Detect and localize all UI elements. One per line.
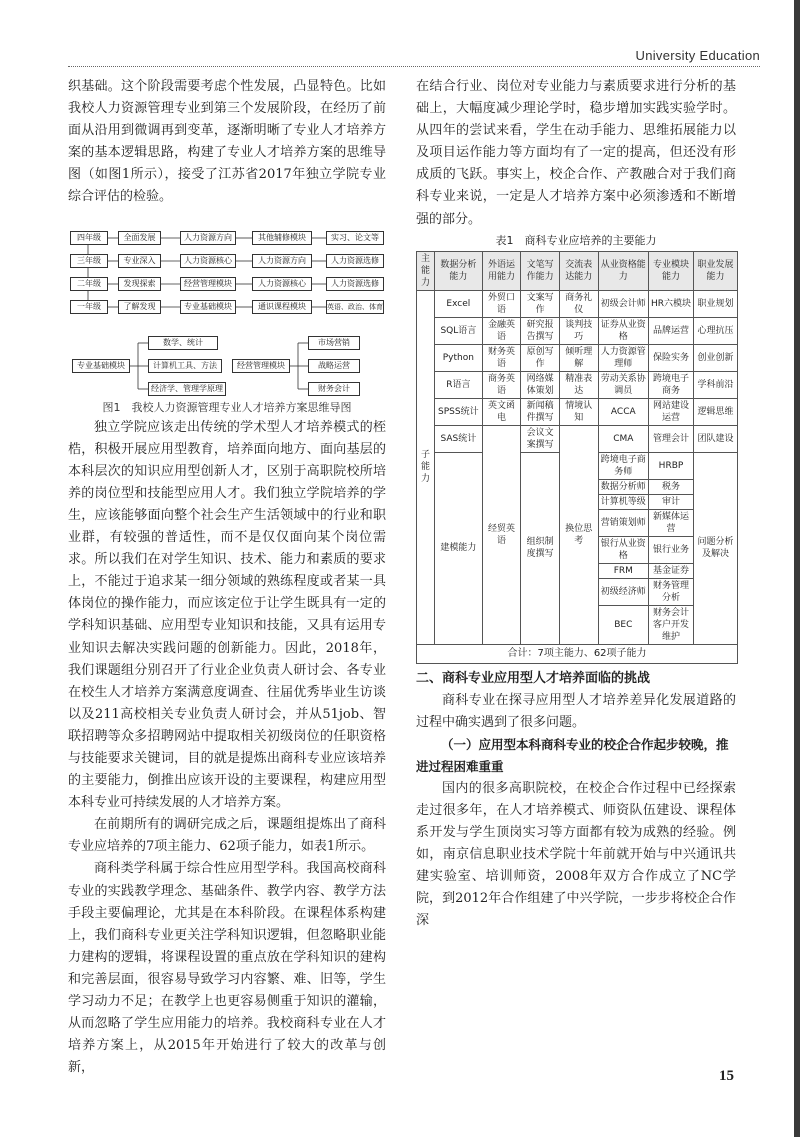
section-title: 二、商科专业应用型人才培养面临的挑战 [416, 670, 651, 686]
table-cell: SPSS统计 [435, 398, 483, 425]
table-cell: 跨境电子商务 [648, 371, 693, 398]
paragraph: 在前期所有的调研完成之后，课题组提炼出了商科专业应培养的7项主能力、62项子能力，如表1所示。 [68, 817, 386, 855]
table-cell: 英文函电 [482, 398, 521, 425]
table-cell: Python [435, 344, 483, 371]
sub-ability-label: 子能力 [417, 290, 435, 644]
abilities-table [416, 251, 738, 664]
table-cell: 精准表达 [559, 371, 598, 398]
table-cell: 逻辑思维 [694, 398, 738, 425]
tree-child-box: 经济学、管理学原理 [148, 382, 226, 396]
table-cell: 学科前沿 [694, 371, 738, 398]
level-box: 三年级 [70, 254, 108, 268]
table-cell: SQL语言 [435, 317, 483, 344]
module-box: 人力资源核心 [252, 277, 312, 291]
table-cell: 税务 [648, 479, 693, 494]
table-cell: HRBP [648, 452, 693, 479]
tree-root-box: 经营管理模块 [232, 359, 290, 373]
table-cell: 初级经济师 [598, 578, 648, 605]
table-cell: 团队建设 [694, 425, 738, 452]
module-box: 人力资源方向 [180, 231, 236, 245]
table-cell: BEC [598, 605, 648, 644]
table-cell: 经贸英语 [482, 425, 521, 644]
figure-caption: 图1 我校人力资源管理专业人才培养方案思维导图 [102, 400, 352, 414]
table-cell: 外贸口语 [482, 290, 521, 317]
table-cell: 新闻稿件撰写 [521, 398, 560, 425]
journal-title: University Education [635, 48, 760, 63]
table-cell: 营销策划师 [598, 509, 648, 536]
paragraph: 织基础。这个阶段需要考虑个性发展，凸显特色。比如我校人力资源管理专业到第三个发展阶段，在经历了前面从沿用到微调再到变革，逐渐明晰了专业人才培养方案的基本逻辑思路，构建了专业人才培养方案的思维导图（如图1所示），接受了江苏省2017年独立学院专业综合评估的检验。 [68, 79, 386, 205]
table-cell: 管理会计 [648, 425, 693, 452]
table-cell: 人力资源管理师 [598, 344, 648, 371]
paragraph: 商科类学科属于综合性应用型学科。我国高校商科专业的实践教学理念、基础条件、教学内容、教学方法手段主要偏理论，尤其是在本科阶段。在课程体系构建上，我们商科专业更关注学科知识逻辑，但忽略职业能力建构的逻辑，将课程设置的重点放在学科知识的建构和完善层面，很容易导致学习内容繁、难、旧等，学生学习动力不足；在教学上也更容易侧重于知识的灌输，从而忽略了学生应用能力的培养。我校商科专业在人才培养方案上，从2015年开始进行了较大的改革与创新， [68, 861, 386, 1076]
table-cell: 商务英语 [482, 371, 521, 398]
module-box: 发现探索 [118, 277, 161, 291]
cell-line: 客户开发维护 [652, 619, 689, 642]
table-cell: 劳动关系协调员 [598, 371, 648, 398]
module-box: 专业深入 [118, 254, 161, 268]
module-box: 通识课程模块 [252, 300, 312, 314]
level-box: 二年级 [70, 277, 108, 291]
column-header: 从业资格能力 [598, 251, 648, 290]
tree-child-box: 数学、统计 [148, 336, 218, 350]
tree-child-box: 财务会计 [308, 382, 360, 396]
table-cell: R语言 [435, 371, 483, 398]
table-cell: 倾听理解 [559, 344, 598, 371]
table-cell: HR六模块 [648, 290, 693, 317]
paragraph: 国内的很多高职院校，在校企合作过程中已经探索走过很多年，在人才培养模式、师资队伍建设、课程体系开发与学生顶岗实习等方面都有较为成熟的经验。例如，南京信息职业技术学院十年前就开始与中兴通讯共建实验室、培训师资，2008年双方合作成立了NC学院，到2012年合作组建了中兴学院，一步步将校企合作深 [416, 780, 736, 929]
table-header-row [417, 251, 738, 290]
subsection-title-cont: 进过程困难重重 [416, 758, 504, 774]
module-box: 了解发现 [118, 300, 161, 314]
table-cell: 建模能力 [435, 452, 483, 644]
table-cell: 基金证券 [648, 563, 693, 578]
table-cell: 审计 [648, 494, 693, 509]
subsection-title: （一）应用型本科商科专业的校企合作起步较晚，推 [441, 736, 729, 752]
figure-mindmap [68, 215, 386, 397]
table-cell [648, 605, 693, 644]
paragraph: 在结合行业、岗位对专业能力与素质要求进行分析的基础上，大幅度减少理论学时，稳步增加实践实验学时。从四年的尝试来看，学生在动手能力、思维拓展能力以及项目运作能力等方面均有了一定的提高，但还没有形成质的飞跃。事实上，校企合作、产教融合对于我们商科专业来说，一定是人才培养方案中必须渗透和不断增强的部分。 [416, 79, 736, 227]
module-box: 经营管理模块 [180, 277, 236, 291]
table-cell: 心理抗压 [694, 317, 738, 344]
table-caption: 表1 商科专业应培养的主要能力 [495, 233, 657, 247]
table-cell: FRM [598, 563, 648, 578]
table-cell: 原创写作 [521, 344, 560, 371]
table-cell: 职业规划 [694, 290, 738, 317]
table-cell: 证券从业资格 [598, 317, 648, 344]
module-box: 人力资源核心 [180, 254, 236, 268]
column-header: 文笔写作能力 [521, 251, 560, 290]
page-number: 15 [719, 1068, 734, 1084]
left-column [68, 76, 386, 1079]
table-cell: 研究报告撰写 [521, 317, 560, 344]
level-box: 一年级 [70, 300, 108, 314]
module-box: 人力资源选修 [326, 277, 384, 291]
table-row [417, 317, 738, 344]
right-column [416, 76, 736, 933]
table-cell: 品牌运营 [648, 317, 693, 344]
paragraph: 独立学院应该走出传统的学术型人才培养模式的桎梏，积极开展应用型教育，培养面向地方、面向基层的本科层次的知识应用型创新人才，区别于高职院校所培养的岗位型和技能型应用人才。我们独立学院培养的学生，应该能够面向整个社会生产生活领域中的行业和职业群，有较强的普适性，而不是仅仅面向某个岗位需求。所以我们在对学生知识、技术、能力和素质的要求上，不能过于追求某一细分领域的熟练程度或者某一具体岗位的操作能力，而应该定位于让学生既具有一定的学科知识基础、应用型专业知识和技能，又具有运用专业知识去解决实践问题的创新能力。因此，2018年，我们课题组分别召开了行业企业负责人研讨会、各专业在校生人才培养方案满意度调查、往届优秀毕业生访谈以及211高校相关专业负责人研讨会，并从51job、智联招聘等众多招聘网站中提取相关初级岗位的任职资格与技能要求关键词，目的就是提炼出商科专业应该培养的主要能力，倒推出应该开设的主要课程，构建应用型本科专业可持续发展的人才培养方案。 [68, 419, 386, 811]
table-cell: 文案写作 [521, 290, 560, 317]
page-edge-bar [794, 0, 800, 1137]
table-cell: 初级会计师 [598, 290, 648, 317]
table-cell: Excel [435, 290, 483, 317]
table-cell: 保险实务 [648, 344, 693, 371]
column-header: 数据分析能力 [435, 251, 483, 290]
module-box: 全面发展 [118, 231, 161, 245]
table-cell: 财务英语 [482, 344, 521, 371]
cell-line: 财务会计 [652, 607, 689, 618]
table-row [417, 344, 738, 371]
table-cell: 银行从业资格 [598, 536, 648, 563]
module-box: 实习、论文等 [326, 231, 384, 245]
column-header: 专业模块能力 [648, 251, 693, 290]
table-cell: 谈判技巧 [559, 317, 598, 344]
tree-child-box: 战略运营 [308, 359, 360, 373]
table-footer: 合计：7项主能力、62项子能力 [417, 644, 738, 663]
table-row [417, 371, 738, 398]
module-box: 专业基础模块 [180, 300, 236, 314]
column-header: 交流表达能力 [559, 251, 598, 290]
table-cell: 新媒体运营 [648, 509, 693, 536]
table-cell: 计算机等级 [598, 494, 648, 509]
table-cell: 会议文案撰写 [521, 425, 560, 452]
module-box: 其他辅修模块 [252, 231, 312, 245]
table-cell: SAS统计 [435, 425, 483, 452]
paragraph: 商科专业在探寻应用型人才培养差异化发展道路的过程中确实遇到了很多问题。 [416, 692, 736, 730]
column-header: 外语运用能力 [482, 251, 521, 290]
table-cell: 组织制度撰写 [521, 452, 560, 644]
main-ability-label: 主能力 [417, 251, 435, 290]
header-rule [68, 66, 760, 67]
module-box: 人力资源选修 [326, 254, 384, 268]
table-cell: 银行业务 [648, 536, 693, 563]
table-cell: 换位思考 [559, 425, 598, 644]
tree-child-box: 计算机工具、方法 [148, 359, 222, 373]
level-box: 四年级 [70, 231, 108, 245]
table-cell: 网站建设运营 [648, 398, 693, 425]
tree-root-box: 专业基础模块 [72, 359, 130, 373]
column-header: 职业发展能力 [694, 251, 738, 290]
table-cell: 跨境电子商务师 [598, 452, 648, 479]
table-cell: 财务管理分析 [648, 578, 693, 605]
table-cell: CMA [598, 425, 648, 452]
table-row [417, 290, 738, 317]
table-row [417, 425, 738, 452]
tree-child-box: 市场营销 [308, 336, 360, 350]
module-box: 英语、政治、体育 [326, 300, 384, 314]
table-cell: 创业创新 [694, 344, 738, 371]
table-footer-row [417, 644, 738, 663]
table-cell: 商务礼仪 [559, 290, 598, 317]
table-cell: 问题分析及解决 [694, 452, 738, 644]
table-row [417, 398, 738, 425]
table-cell: 金融英语 [482, 317, 521, 344]
table-cell: 情境认知 [559, 398, 598, 425]
table-cell: 网络媒体策划 [521, 371, 560, 398]
table-cell: ACCA [598, 398, 648, 425]
module-box: 人力资源方向 [252, 254, 312, 268]
table-cell: 数据分析师 [598, 479, 648, 494]
